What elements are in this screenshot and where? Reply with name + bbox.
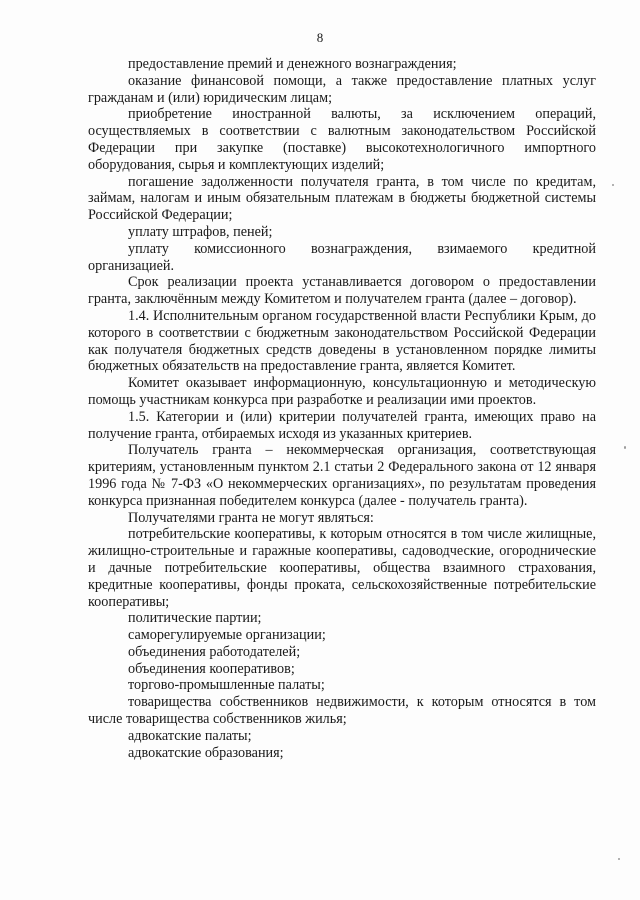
paragraph: саморегулируемые организации; [128, 627, 326, 644]
scan-speck [618, 858, 620, 860]
paragraph: объединения кооперативов; [128, 660, 295, 677]
scan-speck [624, 446, 626, 449]
paragraph: адвокатские образования; [128, 744, 284, 761]
paragraph: приобретение иностранной валюты, за исключением операций, осуществляемых в соответствии с валютным законодательством Российской Федерации при закупке (поставке) высокотехнологичного импортного оборудования, сырья и комплектующих изделий; [88, 106, 596, 173]
paragraph: потребительские кооперативы, к которым относятся в том числе жилищные, жилищно-строительные и гаражные кооперативы, садоводческие, огороднические и дачные потребительские кооперативы, общества взаимного страхования, кредитные кооперативы, фонды проката, сельскохозяйственные потребительские кооперативы; [88, 526, 596, 610]
paragraph: погашение задолженности получателя гранта, в том числе по кредитам, займам, налогам и иным обязательным платежам в бюджеты бюджетной системы Российской Федерации; [88, 173, 596, 224]
paragraph: уплату штрафов, пеней; [128, 223, 273, 240]
paragraph: товарищества собственников недвижимости, к которым относятся в том числе товарищества собственников жилья; [88, 694, 596, 728]
paragraph: политические партии; [128, 610, 262, 627]
paragraph: оказание финансовой помощи, а также предоставление платных услуг гражданам и (или) юридическим лицам; [88, 72, 596, 106]
paragraph: торгово-промышленные палаты; [128, 677, 325, 694]
page-number: 8 [316, 30, 324, 45]
paragraph: уплату комиссионного вознаграждения, взимаемого кредитной организацией. [88, 240, 596, 274]
paragraph: 1.4. Исполнительным органом государственной власти Республики Крым, до которого в соответствии с бюджетным законодательством Российской Федерации как получателя бюджетных средств доведены в установленном порядке лимиты бюджетных обязательств на предоставление гранта, является Комитет. [88, 307, 596, 375]
scan-speck [612, 184, 614, 186]
paragraph: предоставление премий и денежного вознаграждения; [128, 56, 457, 72]
paragraph: Комитет оказывает информационную, консультационную и методическую помощь участникам конкурса при разработке и реализации ими проектов. [88, 375, 596, 408]
paragraph: Срок реализации проекта устанавливается договором о предоставлении гранта, заключённым между Комитетом и получателем гранта (далее – договор). [88, 274, 596, 308]
paragraph: объединения работодателей; [128, 643, 301, 660]
document-body [88, 56, 596, 761]
paragraph: Получателями гранта не могут являться: [128, 509, 374, 526]
paragraph: адвокатские палаты; [128, 727, 252, 744]
paragraph: Получатель гранта – некоммерческая организация, соответствующая критериям, установленным пунктом 2.1 статьи 2 Федерального закона от 12 января 1996 года № 7-ФЗ «О некоммерческих организациях», по результатам проведения конкурса признанная победителем конкурса (далее - получатель гранта). [88, 442, 596, 509]
paragraph: 1.5. Категории и (или) критерии получателей гранта, имеющих право на получение гранта, отбираемых исходя из указанных критериев. [88, 408, 596, 442]
